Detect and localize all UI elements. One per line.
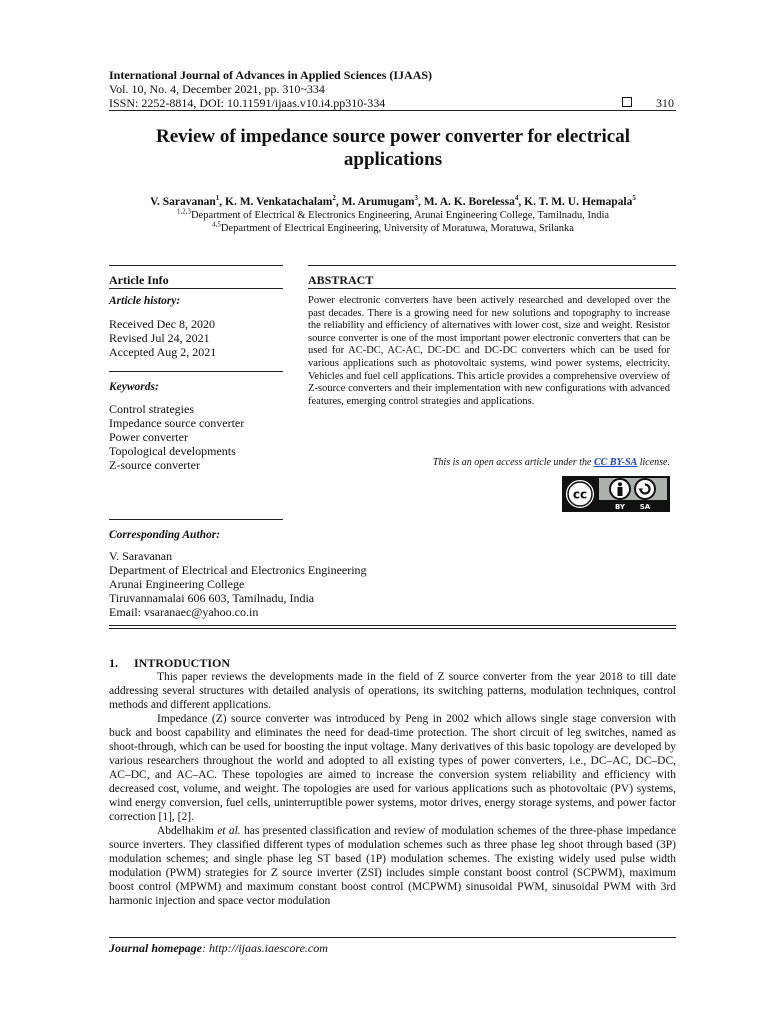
affiliation-sup: 1,2,3 xyxy=(176,207,191,216)
abstract-heading: ABSTRACT xyxy=(308,273,374,287)
corresponding-line: Tiruvannamalai 606 603, Tamilnadu, India xyxy=(109,591,315,605)
cc-badge-by: BY xyxy=(614,503,626,511)
journal-name: International Journal of Advances in Applied Sciences (IJAAS) xyxy=(109,68,433,82)
author-name: K. T. M. U. Hemapala xyxy=(524,196,633,208)
paragraph-emphasis: et al. xyxy=(217,825,241,837)
paper-title-line-1: Review of impedance source power converter for electrical xyxy=(156,126,630,147)
corresponding-line: V. Saravanan xyxy=(109,549,173,563)
page-box-icon xyxy=(622,97,632,107)
corresponding-line: Department of Electrical and Electronics Engineering xyxy=(109,563,367,577)
license-text: This is an open access article under the xyxy=(432,457,594,468)
accepted-date: Accepted Aug 2, 2021 xyxy=(109,345,217,359)
intro-body xyxy=(109,670,676,908)
article-info-heading: Article Info xyxy=(109,273,169,287)
cc-by-sa-link[interactable]: CC BY-SA xyxy=(593,457,638,468)
section-number: 1. xyxy=(109,656,118,670)
header-rule xyxy=(109,110,676,111)
author-name: K. M. Venkatachalam xyxy=(225,196,333,208)
keyword-item: Power converter xyxy=(109,430,188,444)
cc-badge-cc: cc xyxy=(572,487,588,502)
corresponding-line: Arunai Engineering College xyxy=(109,577,245,591)
footer-label: Journal homepage xyxy=(109,941,203,955)
article-info-rule xyxy=(109,288,283,289)
article-info-bottom-rule xyxy=(109,519,283,520)
paper-title-line-2: applications xyxy=(343,149,443,170)
abstract-top-rule xyxy=(308,265,676,266)
cc-badge-sa: SA xyxy=(639,503,651,511)
article-history-label: Article history: xyxy=(109,295,181,307)
front-matter-rule xyxy=(109,625,676,626)
page-number: 310 xyxy=(656,96,674,110)
keyword-item: Impedance source converter xyxy=(109,416,245,430)
corresponding-email[interactable]: Email: vsaranaec@yahoo.co.in xyxy=(109,605,259,619)
section-title: INTRODUCTION xyxy=(134,656,231,670)
corresponding-author-label: Corresponding Author: xyxy=(109,529,221,541)
author-name: M. A. K. Borelessa xyxy=(423,196,515,208)
author-sup: 5 xyxy=(632,194,636,203)
abstract-text: Power electronic converters have been actively researched and developed over the past decades. There is a growing need for new solutions and topography to increase the reliability and efficiency of alternatives with lower cost, size and weight. Resistor source converter is one of the most important power electronic converters that can be used for AC-DC, AC-AC, DC-DC and DC-DC converters which can be used for various applications such as photovoltaic systems, wind power systems, electricity. Vehicles and fuel cell applications. This article provides a comprehensive overview of Z-source converters and their implementation with new configurations with advanced features, emerging control strategies and applications. xyxy=(308,295,670,407)
received-date: Received Dec 8, 2020 xyxy=(109,317,215,331)
keyword-item: Topological developments xyxy=(109,444,236,458)
keywords-label: Keywords: xyxy=(109,381,159,393)
journal-homepage xyxy=(109,941,328,956)
author-sup: 2 xyxy=(332,194,336,203)
paragraph: Impedance (Z) source converter was introduced by Peng in 2002 which allows single stage conversion with buck and boost capability and eliminates the need for dead-time protection. The short circuit of leg switches, named as shoot-through, which can be used for boosting the input voltage. Many derivatives of this basic topology are developed by various researchers throughout the world and adopted to all existing types of power converters, i.e., DC–AC, DC–DC, AC–DC, and AC–AC. These topologies are aimed to increase the conversion system reliability and efficiency with decreased cost, volume, and weight. The topologies are used for various applications such as photovoltaic (PV) systems, wind energy conversion, fuel cells, uninterruptible power systems, motor drives, energy storage systems, and power factor correction [1], [2]. xyxy=(109,713,676,823)
paragraph-text: has presented classification and review of modulation schemes of the three-phase impedance source inverters. They classified different types of modulation schemes such as three phase leg shoot through based (3P) modulation schemes; and single phase leg ST based (1P) modulation schemes. The existing widely used pulse width modulation (PWM) strategies for Z source inverter (ZSI) includes simple constant boost control (SCPWM), maximum boost control (MPWM) and maximum constant boost control (MCPWM) sinusoidal PWM, sinusoidal PWM with 3rd harmonic injection and space vector modulation xyxy=(109,825,676,907)
affiliation-2 xyxy=(80,220,706,234)
front-matter-rule-2 xyxy=(109,628,676,629)
paragraph-text: Abdelhakim xyxy=(157,825,218,837)
footer-rule xyxy=(109,937,676,938)
affiliation-text: Department of Electrical Engineering, University of Moratuwa, Moratuwa, Srilanka xyxy=(220,223,574,234)
author-sup: 4 xyxy=(514,194,519,203)
author-sup: 1 xyxy=(215,194,220,203)
author-sup: 3 xyxy=(414,194,418,203)
keyword-item: Z-source converter xyxy=(109,458,200,472)
cc-badge-graphic xyxy=(562,476,670,512)
author-name: V. Saravanan xyxy=(150,196,216,208)
journal-issn: ISSN: 2252-8814, DOI: 10.11591/ijaas.v10.i4.pp310-334 xyxy=(109,96,386,110)
author-list: V. Saravanan$^1$, K. M. Venkatachalam$^2$, M. Arumugam$^3$, M. A. K. Borelessa$^4$, K. T. M. U. Hemapala$^5$ xyxy=(150,194,636,208)
keywords-rule xyxy=(109,371,283,372)
footer-url[interactable]: : http://ijaas.iaescore.com xyxy=(202,941,328,955)
section-heading xyxy=(109,656,230,671)
paper-title xyxy=(109,125,677,171)
cc-by-sa-badge[interactable] xyxy=(562,476,670,512)
affiliation-sup: 4,5 xyxy=(212,220,221,229)
license-text: license. xyxy=(637,457,670,468)
author-name: M. Arumugam xyxy=(341,196,415,208)
paragraph xyxy=(109,824,676,908)
revised-date: Revised Jul 24, 2021 xyxy=(109,331,210,345)
paragraph: This paper reviews the developments made in the field of Z source converter from the year 2018 to till date addressing several structures with detailed analysis of operations, its switching patterns, modulation techniques, control methods and different applications. xyxy=(109,671,676,711)
keyword-item: Control strategies xyxy=(109,402,194,416)
affiliation-text: Department of Electrical & Electronics Engineering, Arunai Engineering College, Tamilnadu, India xyxy=(190,210,610,221)
license-line xyxy=(380,457,670,468)
journal-volume: Vol. 10, No. 4, December 2021, pp. 310~334 xyxy=(109,82,325,96)
abstract-rule xyxy=(308,288,676,289)
affiliation-1 xyxy=(80,207,706,221)
article-info-top-rule xyxy=(109,265,283,266)
